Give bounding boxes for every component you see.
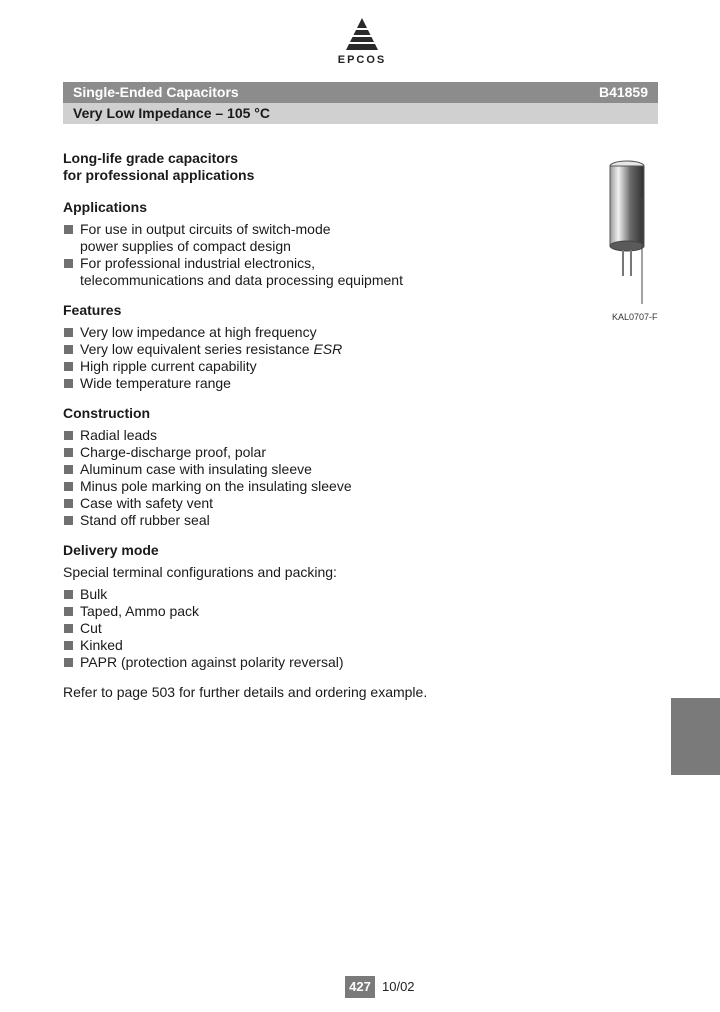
bullet-square-icon [64, 641, 73, 650]
list-item [63, 221, 543, 255]
list-item [63, 654, 543, 671]
lead-text [63, 150, 543, 184]
bullet-square-icon [64, 345, 73, 354]
capacitor-illustration [604, 158, 660, 328]
item-line: Taped, Ammo pack [80, 603, 200, 619]
item-line: Minus pole marking on the insulating sleeve [80, 478, 352, 494]
header-title: Single-Ended Capacitors [73, 84, 239, 100]
bullet-square-icon [64, 448, 73, 457]
bullet-square-icon [64, 431, 73, 440]
list-item [63, 375, 543, 392]
bullet-square-icon [64, 362, 73, 371]
bullet-square-icon [64, 590, 73, 599]
construction-list [63, 427, 543, 529]
item-line: power supplies of compact design [80, 238, 291, 254]
bullet-square-icon [64, 482, 73, 491]
applications-section [63, 199, 543, 289]
list-item [63, 512, 543, 529]
construction-section [63, 405, 543, 529]
list-item [63, 603, 543, 620]
item-line: Charge-discharge proof, polar [80, 444, 266, 460]
page-date: 10/02 [382, 979, 415, 994]
epcos-logo [326, 16, 398, 72]
brand-name: EPCOS [337, 54, 387, 66]
bullet-square-icon [64, 607, 73, 616]
features-list [63, 324, 543, 392]
applications-list [63, 221, 543, 289]
item-line: Radial leads [80, 427, 158, 443]
lead-line: for professional applications [63, 167, 255, 183]
list-item [63, 586, 543, 603]
bullet-square-icon [64, 516, 73, 525]
refer-note: Refer to page 503 for further details and ordering example. [63, 684, 428, 700]
applications-heading: Applications [63, 199, 148, 215]
item-line: Stand off rubber seal [80, 512, 210, 528]
item-line: Case with safety vent [80, 495, 214, 511]
list-item [63, 478, 543, 495]
list-item [63, 620, 543, 637]
item-line: Very low impedance at high frequency [80, 324, 317, 340]
header-bar [63, 82, 658, 103]
list-item [63, 255, 543, 289]
side-tab [671, 698, 720, 775]
features-section [63, 302, 543, 392]
list-item [63, 444, 543, 461]
bullet-square-icon [64, 379, 73, 388]
construction-heading: Construction [63, 405, 151, 421]
item-line: Cut [80, 620, 102, 636]
product-code: B41859 [598, 84, 648, 100]
item-line: Aluminum case with insulating sleeve [80, 461, 312, 477]
bullet-square-icon [64, 658, 73, 667]
bullet-square-icon [64, 624, 73, 633]
delivery-section [63, 542, 543, 671]
item-line: For use in output circuits of switch-mode [80, 221, 331, 237]
list-item [63, 461, 543, 478]
subheader-title: Very Low Impedance – 105 °C [73, 105, 271, 121]
item-line: PAPR (protection against polarity reversal) [80, 654, 344, 670]
list-item [63, 637, 543, 654]
list-item [63, 324, 543, 341]
page-number: 427 [345, 976, 375, 998]
lead-line: Long-life grade capacitors [63, 150, 239, 166]
item-line: Very low equivalent series resistance [80, 341, 314, 357]
bullet-square-icon [64, 328, 73, 337]
item-line: Wide temperature range [80, 375, 231, 391]
item-line: High ripple current capability [80, 358, 257, 374]
item-line: telecommunications and data processing equipment [80, 272, 403, 288]
item-line: Bulk [80, 586, 108, 602]
subheader-bar [63, 103, 658, 124]
item-line: Kinked [80, 637, 123, 653]
list-item [63, 341, 543, 358]
delivery-intro: Special terminal configurations and packing: [63, 564, 337, 580]
features-heading: Features [63, 302, 122, 318]
main-content [63, 150, 543, 715]
list-item [63, 358, 543, 375]
bullet-square-icon [64, 499, 73, 508]
bullet-square-icon [64, 259, 73, 268]
bullet-square-icon [64, 225, 73, 234]
item-line: For professional industrial electronics, [80, 255, 315, 271]
list-item [63, 495, 543, 512]
list-item [63, 427, 543, 444]
figure-label: KAL0707-F [612, 312, 658, 322]
delivery-list [63, 586, 543, 671]
esr-term: ESR [313, 341, 343, 357]
delivery-heading: Delivery mode [63, 542, 159, 558]
epcos-triangle-icon [342, 16, 382, 52]
bullet-square-icon [64, 465, 73, 474]
